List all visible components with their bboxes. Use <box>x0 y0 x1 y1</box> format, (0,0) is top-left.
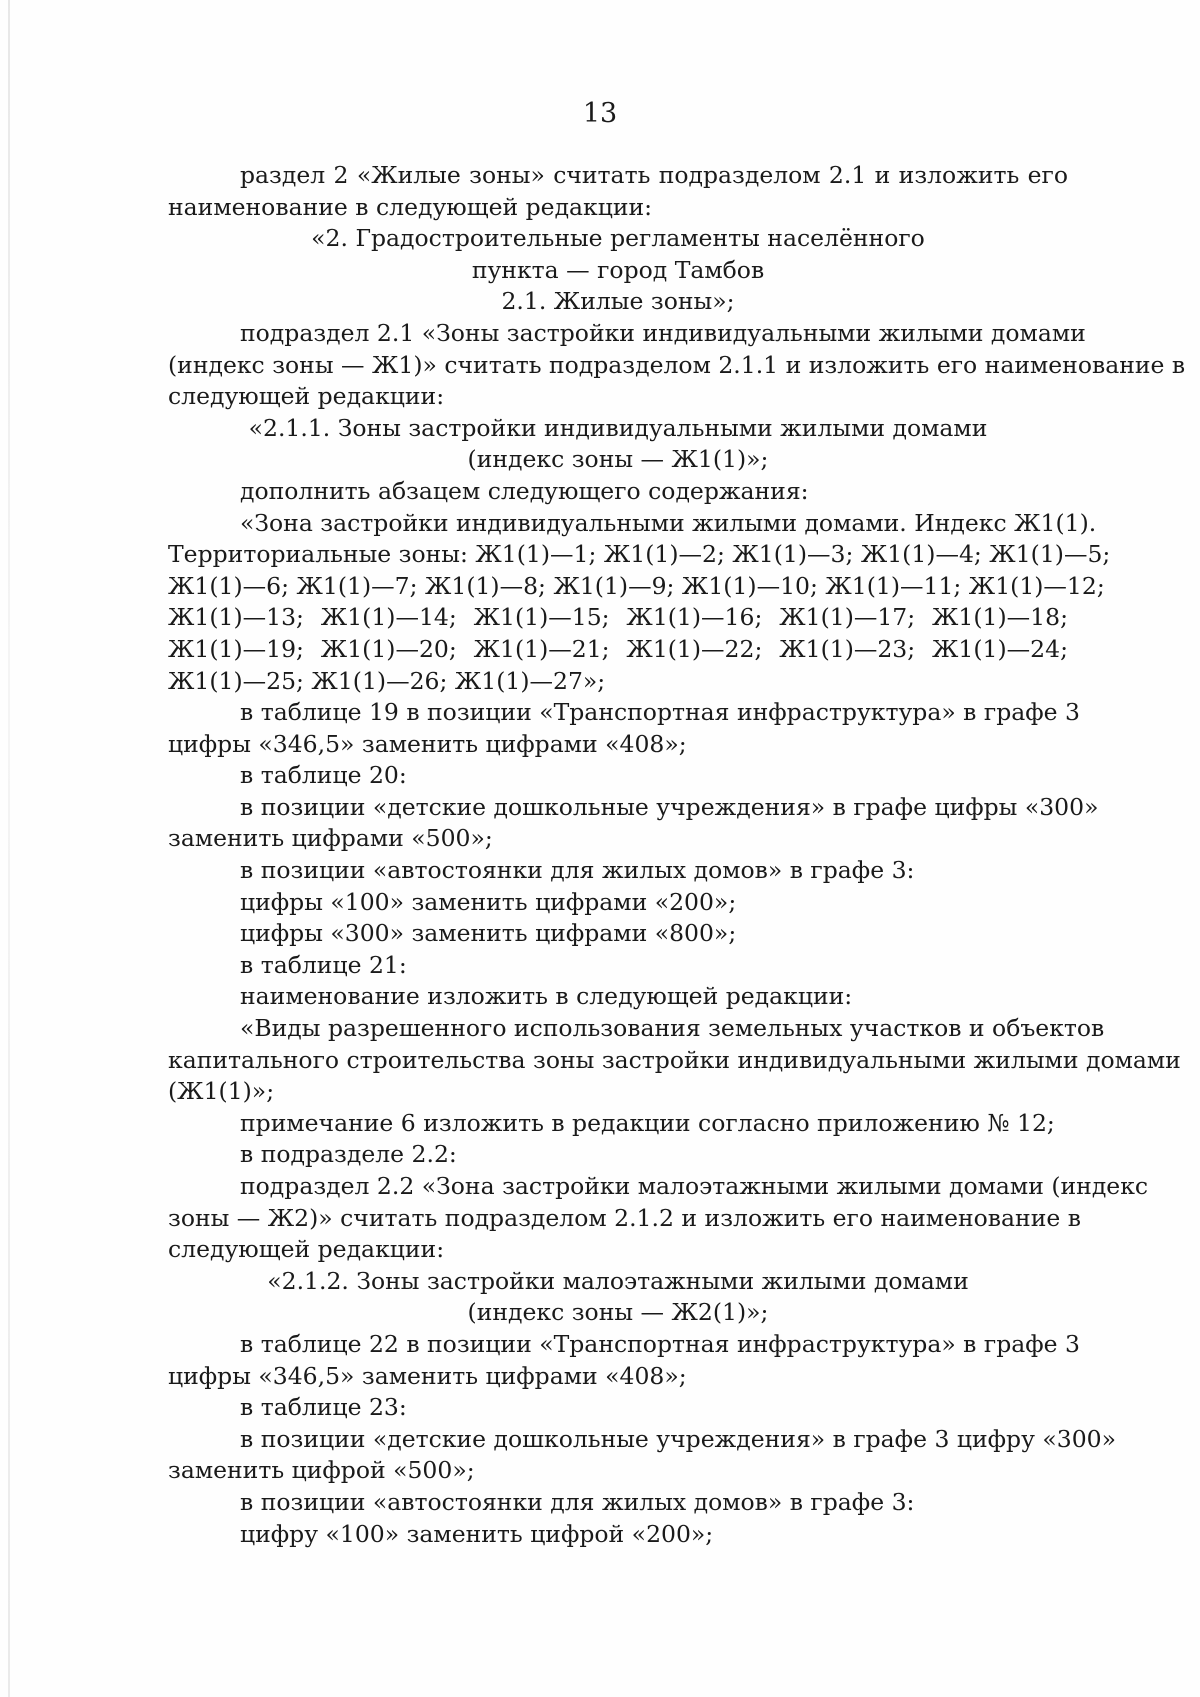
text-line: Ж1(1)—13; Ж1(1)—14; Ж1(1)—15; Ж1(1)—16; Ж1(1)—17; Ж1(1)—18; <box>168 603 1068 632</box>
text-line: в таблице 19 в позиции «Транспортная инфраструктура» в графе 3 <box>240 698 1080 727</box>
text-line: «2.1.2. Зоны застройки малоэтажными жилыми домами <box>267 1266 969 1295</box>
text-line: подраздел 2.1 «Зоны застройки индивидуальными жилыми домами <box>240 318 1086 347</box>
text-line: в таблице 23: <box>240 1393 407 1422</box>
text-line: дополнить абзацем следующего содержания: <box>240 476 809 505</box>
text-line: (Ж1(1)»; <box>168 1077 275 1106</box>
text-line: цифры «300» заменить цифрами «800»; <box>240 919 737 948</box>
text-line: пункта — город Тамбов <box>471 255 765 284</box>
text-line: (индекс зоны — Ж2(1)»; <box>467 1298 769 1327</box>
text-line: в позиции «детские дошкольные учреждения» в графе цифры «300» <box>240 792 1099 821</box>
text-line: заменить цифрами «500»; <box>168 824 493 853</box>
scan-edge-shadow <box>8 0 10 1697</box>
text-line: в позиции «автостоянки для жилых домов» в графе 3: <box>240 856 915 885</box>
text-line: «Виды разрешенного использования земельных участков и объектов <box>240 1014 1105 1043</box>
text-line: Территориальные зоны: Ж1(1)—1; Ж1(1)—2; Ж1(1)—3; Ж1(1)—4; Ж1(1)—5; <box>168 540 1111 569</box>
text-line: в позиции «детские дошкольные учреждения» в графе 3 цифру «300» <box>240 1424 1116 1453</box>
text-line: Ж1(1)—19; Ж1(1)—20; Ж1(1)—21; Ж1(1)—22; Ж1(1)—23; Ж1(1)—24; <box>168 634 1068 663</box>
text-line: в таблице 22 в позиции «Транспортная инфраструктура» в графе 3 <box>240 1329 1080 1358</box>
text-line: в подразделе 2.2: <box>240 1140 457 1169</box>
text-line: подраздел 2.2 «Зона застройки малоэтажными жилыми домами (индекс <box>240 1172 1149 1200</box>
text-line: капитального строительства зоны застройки индивидуальными жилыми домами <box>168 1045 1181 1074</box>
text-line: «Зона застройки индивидуальными жилыми домами. Индекс Ж1(1). <box>240 508 1097 537</box>
text-line: «2.1.1. Зоны застройки индивидуальными жилыми домами <box>248 413 988 442</box>
text-line: в позиции «автостоянки для жилых домов» в графе 3: <box>240 1487 915 1516</box>
text-line: зоны — Ж2)» считать подразделом 2.1.2 и изложить его наименование в <box>168 1203 1081 1232</box>
text-line: наименование изложить в следующей редакции: <box>240 982 853 1011</box>
document-body <box>168 160 1186 1550</box>
text-line: заменить цифрой «500»; <box>168 1456 475 1485</box>
text-line: Ж1(1)—6; Ж1(1)—7; Ж1(1)—8; Ж1(1)—9; Ж1(1)—10; Ж1(1)—11; Ж1(1)—12; <box>168 571 1105 600</box>
text-line: «2. Градостроительные регламенты населённого <box>311 224 925 253</box>
text-line: (индекс зоны — Ж1(1)»; <box>467 445 769 474</box>
page-number: 13 <box>582 98 618 129</box>
text-line: примечание 6 изложить в редакции согласно приложению № 12; <box>240 1108 1055 1137</box>
text-line: цифры «346,5» заменить цифрами «408»; <box>168 729 687 758</box>
text-line: следующей редакции: <box>168 1235 445 1264</box>
text-line: цифры «346,5» заменить цифрами «408»; <box>168 1361 687 1390</box>
text-line: Ж1(1)—25; Ж1(1)—26; Ж1(1)—27»; <box>168 666 606 695</box>
text-line: 2.1. Жилые зоны»; <box>501 287 735 316</box>
text-line: наименование в следующей редакции: <box>168 192 653 221</box>
text-line: цифры «100» заменить цифрами «200»; <box>240 887 737 916</box>
text-line: (индекс зоны — Ж1)» считать подразделом 2.1.1 и изложить его наименование в <box>168 350 1186 379</box>
text-line: следующей редакции: <box>168 382 445 411</box>
text-line: цифру «100» заменить цифрой «200»; <box>240 1519 714 1548</box>
text-line: в таблице 20: <box>240 761 407 790</box>
text-line: раздел 2 «Жилые зоны» считать подразделом 2.1 и изложить его <box>240 161 1068 189</box>
text-line: в таблице 21: <box>240 950 407 979</box>
